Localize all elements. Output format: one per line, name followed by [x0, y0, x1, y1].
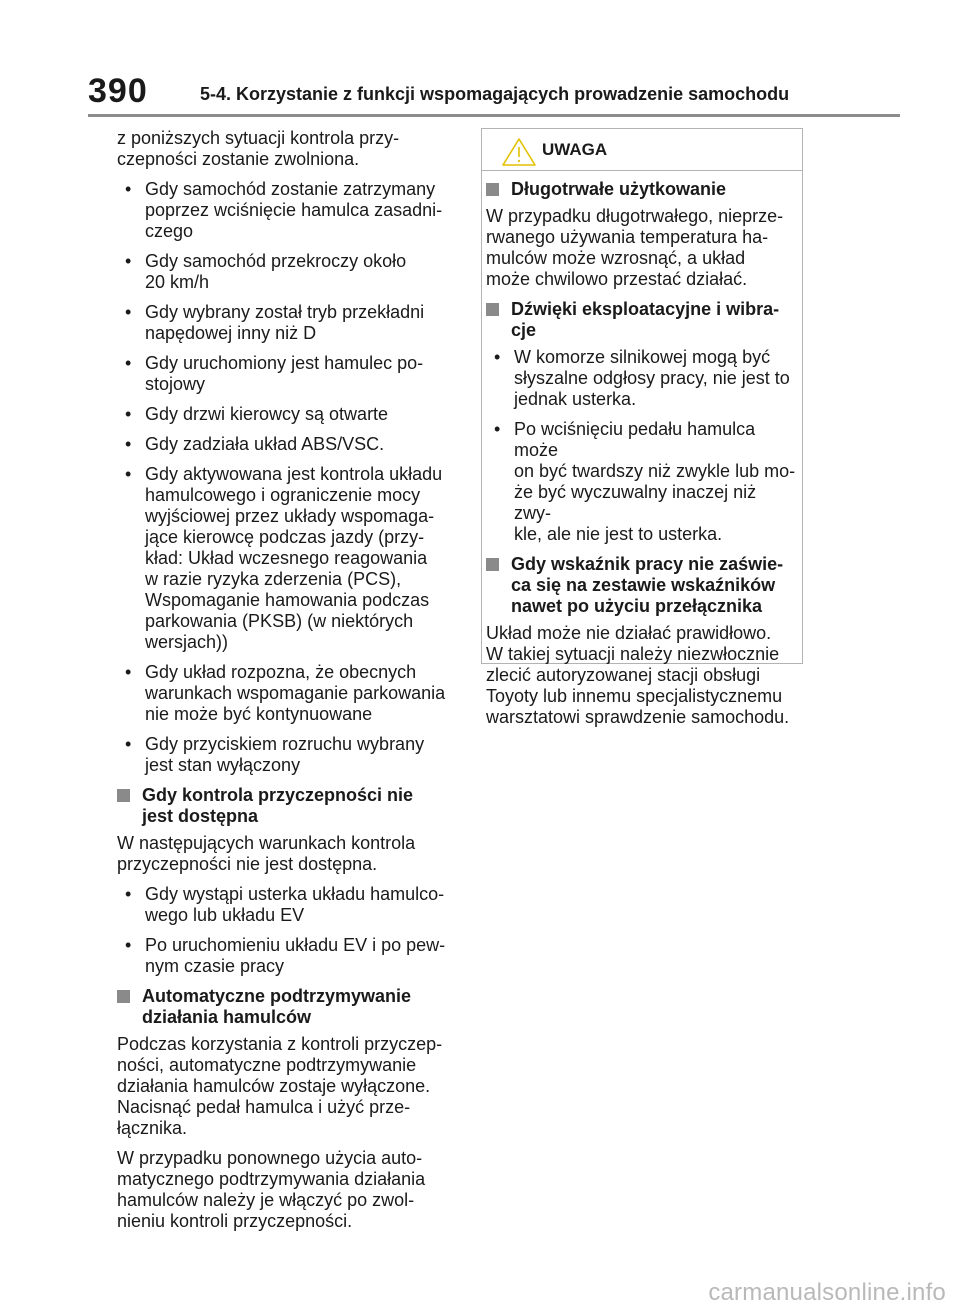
section-heading-unavailable — [117, 785, 462, 827]
caution-heading-sounds — [486, 299, 796, 341]
auto-hold-paragraph: W przypadku ponownego użycia auto- matycznego podtrzymywania działania hamulców należy je włączyć po zwol- nieniu kontroli przyczepności. — [117, 1148, 426, 1231]
list-item: • Gdy wystąpi usterka układu hamulco- wego lub układu EV — [117, 884, 462, 926]
heading-text: Dźwięki eksploatacyjne i wibra- cje — [511, 299, 780, 340]
indicator-text: Układ może nie działać prawidłowo. W takiej sytuacji należy niezwłocznie zlecić autoryzowanej stacji obsługi Toyoty lub innemu specjalistycznemu warsztatowi sprawdzenie samochodu. — [486, 623, 790, 727]
chapter-title: 5-4. Korzystanie z funkcji wspomagających prowadzenie samochodu — [200, 84, 790, 104]
heading-square-icon — [117, 990, 130, 1003]
list-item: • Gdy wybrany został tryb przekładni napędowej inny niż D — [117, 302, 462, 344]
sounds-list — [486, 347, 796, 545]
intro-text: z poniższych sytuacji kontrola przy- czepności zostanie zwolniona. — [117, 128, 400, 169]
left-column — [117, 128, 462, 1241]
unavailable-text: W następujących warunkach kontrola przyczepności nie jest dostępna. — [117, 833, 416, 874]
caution-title: UWAGA — [542, 140, 608, 159]
heading-square-icon — [486, 558, 499, 571]
list-item: • Gdy układ rozpozna, że obecnych warunkach wspomaganie parkowania nie może być kontynuowane — [117, 662, 462, 725]
auto-hold-paragraph: Podczas korzystania z kontroli przyczep- ności, automatyczne podtrzymywanie działania hamulców zostaje wyłączone. Nacisnąć pedał hamulca i użyć prze- łącznika. — [117, 1034, 443, 1138]
release-conditions-list — [117, 179, 462, 776]
heading-square-icon — [486, 183, 499, 196]
watermark-url: carmanualsonline.info — [708, 1279, 946, 1306]
caution-heading-indicator — [486, 554, 796, 617]
heading-text: Gdy wskaźnik pracy nie zaświe- ca się na zestawie wskaźników nawet po użyciu przełącznika — [511, 554, 784, 616]
heading-text: Automatyczne podtrzymywanie działania hamulców — [142, 986, 412, 1027]
caution-heading-long-use — [486, 179, 796, 200]
caution-box — [481, 128, 803, 727]
list-item: • Po uruchomieniu układu EV i po pew- nym czasie pracy — [117, 935, 462, 977]
list-item: • W komorze silnikowej mogą być słyszalne odgłosy pracy, nie jest to jednak usterka. — [486, 347, 796, 410]
list-item: • Gdy samochód zostanie zatrzymany poprzez wciśnięcie hamulca zasadni- czego — [117, 179, 462, 242]
header-divider — [88, 114, 900, 117]
list-item: • Gdy drzwi kierowcy są otwarte — [117, 404, 462, 425]
list-item: • Gdy uruchomiony jest hamulec po- stojowy — [117, 353, 462, 395]
caution-header — [482, 129, 802, 171]
heading-square-icon — [117, 789, 130, 802]
heading-square-icon — [486, 303, 499, 316]
section-heading-auto-hold — [117, 986, 462, 1028]
list-item: • Gdy samochód przekroczy około 20 km/h — [117, 251, 462, 293]
list-item: • Po wciśnięciu pedału hamulca może on być twardszy niż zwykle lub mo- że być wyczuwalny inaczej niż zwy- kle, ale nie jest to usterka. — [486, 419, 796, 545]
long-use-text: W przypadku długotrwałego, nieprze- rwanego używania temperatura ha- mulców może wzrosnąć, a układ może chwilowo przestać działać. — [486, 206, 784, 289]
list-item: • Gdy zadziała układ ABS/VSC. — [117, 434, 462, 455]
caution-body — [482, 171, 802, 728]
list-item: • Gdy aktywowana jest kontrola układu hamulcowego i ograniczenie mocy wyjściowej przez układy wspomaga- jące kierowcę podczas jazdy (przy- kład: Układ wczesnego reagowania w razie ryzyka zderzenia (PCS), Wspomaganie hamowania podczas parkowania (PKSB) (w niektórych wersjach)) — [117, 464, 462, 653]
heading-text: Gdy kontrola przyczepności nie jest dostępna — [142, 785, 414, 826]
page-number: 390 — [88, 72, 148, 110]
page-header — [0, 0, 960, 118]
unavailable-conditions-list — [117, 884, 462, 977]
warning-triangle-icon — [501, 137, 537, 167]
heading-text: Długotrwałe użytkowanie — [511, 179, 727, 199]
list-item: • Gdy przyciskiem rozruchu wybrany jest stan wyłączony — [117, 734, 462, 776]
